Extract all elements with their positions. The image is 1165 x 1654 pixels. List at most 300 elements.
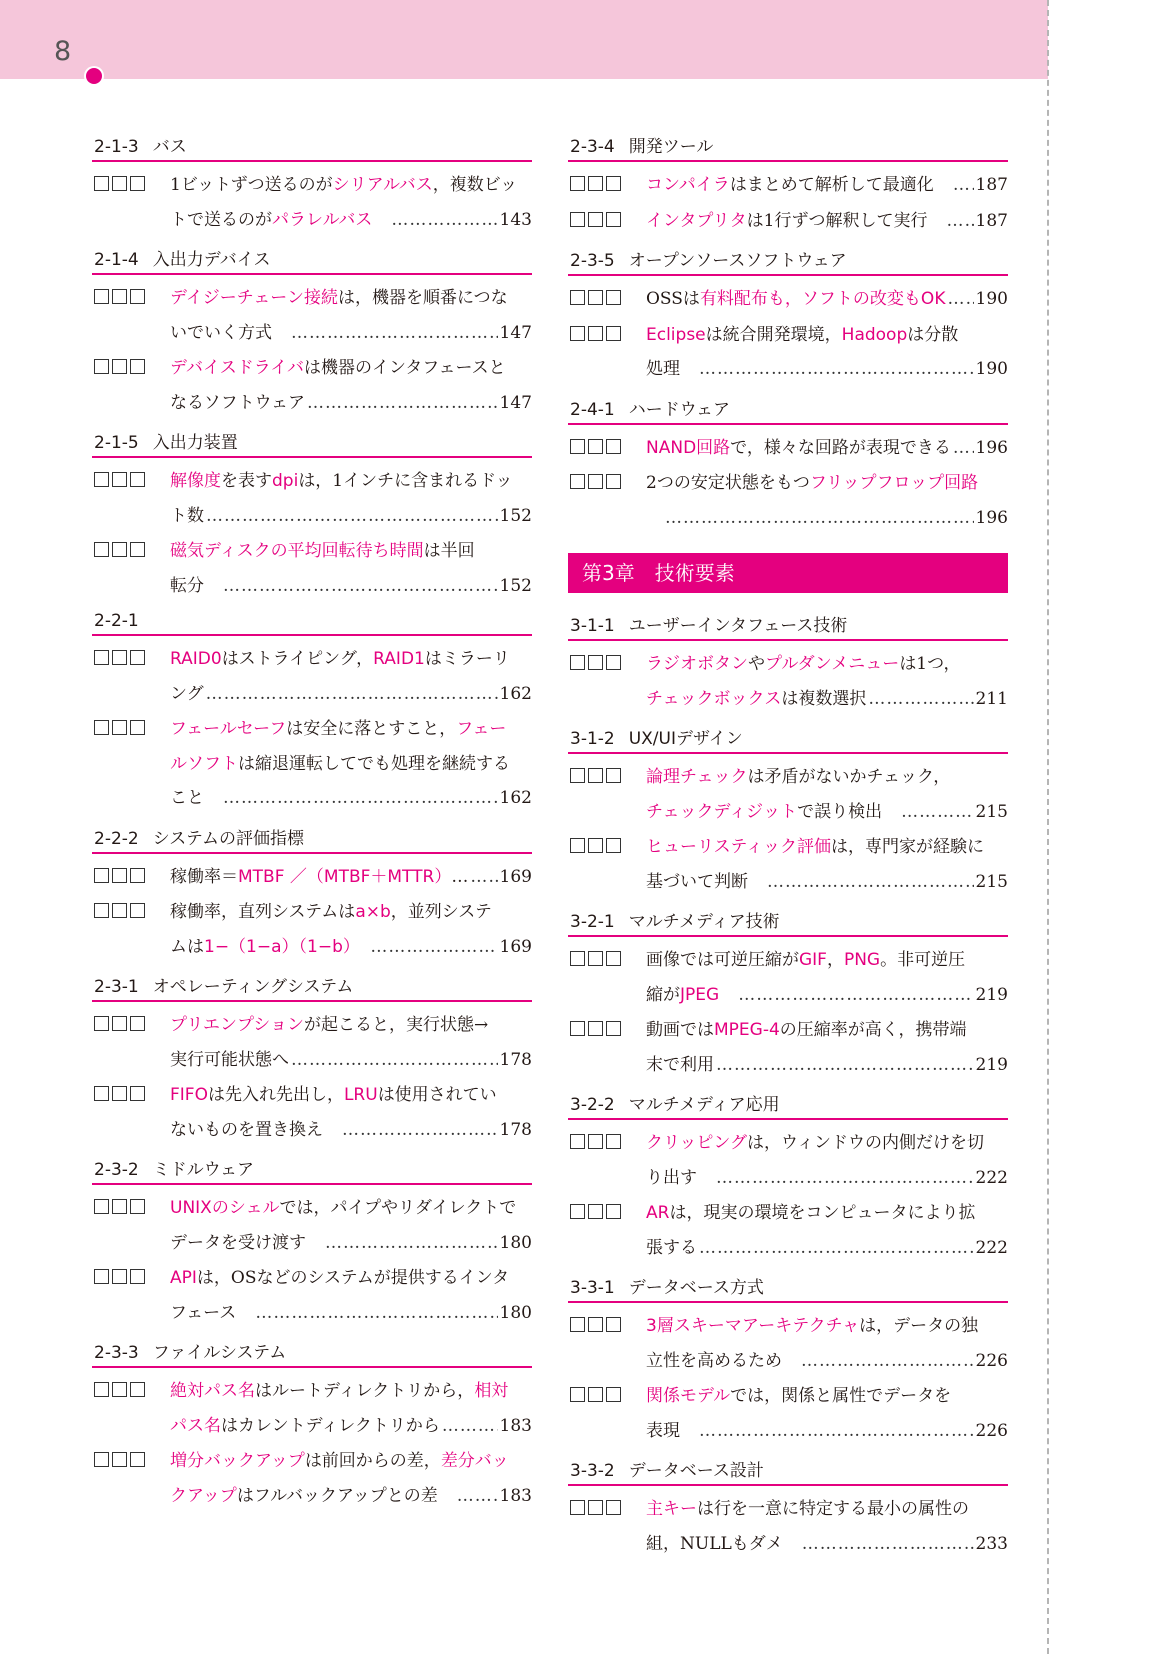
entry-text [170, 1479, 455, 1514]
section-title: ミドルウェア [152, 1160, 255, 1180]
entry-text [646, 830, 984, 865]
entry-text-run: は複数選択 [781, 688, 867, 709]
entry-text-run: はフルバックアップとの差 [236, 1485, 455, 1506]
review-checkbox[interactable] [130, 720, 145, 735]
entry-line [170, 386, 532, 421]
page-ref[interactable]: 178 [499, 1119, 532, 1140]
entry-line [170, 1008, 532, 1043]
entry-text [646, 682, 866, 717]
review-checkbox[interactable] [588, 951, 603, 966]
review-checkbox[interactable] [588, 439, 603, 454]
toc-entry [568, 318, 1008, 387]
review-checkbox[interactable] [606, 326, 621, 341]
page-ref[interactable]: 233 [975, 1533, 1008, 1554]
review-checkbox[interactable] [606, 1317, 621, 1332]
review-checkbox[interactable] [606, 1204, 621, 1219]
review-checkbox[interactable] [588, 1134, 603, 1149]
entry-text-run: は先入れ先出し， [207, 1085, 344, 1105]
page-ref[interactable]: 147 [499, 322, 532, 343]
page-ref[interactable]: 180 [499, 1302, 532, 1323]
entry-line [646, 1048, 1008, 1083]
entry-text-run: で，様々な回路が表現できる [730, 437, 951, 458]
review-checkbox[interactable] [588, 176, 603, 191]
review-checkbox[interactable] [112, 1452, 127, 1467]
review-checkbox[interactable] [94, 868, 109, 883]
review-checkbox[interactable] [130, 176, 145, 191]
cut-line [1047, 0, 1049, 1654]
entry-text [170, 677, 204, 712]
keyword: パス名 [170, 1415, 221, 1436]
dot-leader [953, 431, 974, 466]
page-ref[interactable]: 143 [499, 209, 532, 230]
header-band [0, 0, 1048, 79]
review-checkbox[interactable] [130, 1086, 145, 1101]
entry-line [646, 318, 1008, 353]
review-checkbox[interactable] [570, 1021, 585, 1036]
toc-entry [568, 760, 1008, 829]
entry-text-run: は使用されてい [377, 1085, 497, 1105]
review-checkbox[interactable] [130, 650, 145, 665]
review-checkbox[interactable] [570, 1387, 585, 1402]
entry-line [646, 1379, 1008, 1414]
review-checkbox[interactable] [112, 359, 127, 374]
entry-text-run: フェース [170, 1302, 254, 1323]
entry-text-run: は1つ， [899, 654, 961, 674]
review-checkbox[interactable] [588, 326, 603, 341]
keyword: プリエンプション [170, 1015, 304, 1035]
review-checkbox[interactable] [588, 838, 603, 853]
keyword: RAID0 [170, 649, 222, 669]
entry-line [170, 203, 532, 238]
review-checkbox[interactable] [588, 768, 603, 783]
entry-text [170, 860, 468, 895]
page-ref[interactable]: 183 [499, 1415, 532, 1436]
page-ref[interactable]: 178 [499, 1049, 532, 1070]
entry-text [170, 930, 368, 965]
section-heading [92, 128, 532, 162]
review-checkboxes [94, 650, 145, 665]
page-ref[interactable]: 162 [499, 683, 532, 704]
page-ref[interactable]: 183 [499, 1485, 532, 1506]
review-checkbox[interactable] [570, 212, 585, 227]
review-checkbox[interactable] [606, 838, 621, 853]
review-checkbox[interactable] [112, 720, 127, 735]
review-checkbox[interactable] [588, 1317, 603, 1332]
review-checkboxes [94, 1016, 145, 1031]
dot-leader [699, 1231, 974, 1266]
keyword: NAND回路 [646, 437, 731, 458]
review-checkbox[interactable] [112, 1199, 127, 1214]
toc-entry [92, 895, 532, 964]
review-checkbox[interactable] [606, 290, 621, 305]
review-checkbox[interactable] [606, 1134, 621, 1149]
review-checkbox[interactable] [94, 542, 109, 557]
entry-text-run: 画像では可逆圧縮が [646, 950, 799, 970]
keyword: 解像度 [170, 471, 221, 491]
review-checkboxes [94, 720, 145, 735]
section-code: 3-1-1 [570, 616, 615, 636]
review-checkboxes [570, 290, 621, 305]
toc-entry [92, 1261, 532, 1330]
page-ref[interactable]: 187 [975, 210, 1008, 231]
entry-line [170, 1409, 532, 1444]
keyword: パラレルバス [272, 209, 373, 230]
entry-line [170, 677, 532, 712]
keyword: 1−（1−a）（1−b） [204, 936, 352, 957]
entry-line [646, 431, 1008, 466]
review-checkbox[interactable] [570, 326, 585, 341]
review-checkbox[interactable] [112, 1382, 127, 1397]
toc-section [568, 1452, 1008, 1561]
review-checkbox[interactable] [94, 176, 109, 191]
review-checkbox[interactable] [94, 903, 109, 918]
review-checkbox[interactable] [570, 838, 585, 853]
keyword: dpi [272, 471, 299, 491]
review-checkbox[interactable] [588, 474, 603, 489]
section-heading [568, 1452, 1008, 1486]
entry-text [170, 569, 221, 604]
entry-line [646, 204, 1008, 239]
entry-text-run: は半回 [423, 541, 475, 561]
review-checkboxes [94, 472, 145, 487]
entry-line [170, 499, 532, 534]
keyword: 3層スキーマアーキテクチャ [646, 1316, 860, 1336]
review-checkbox[interactable] [94, 720, 109, 735]
review-checkbox[interactable] [112, 1269, 127, 1284]
entry-text [646, 1379, 951, 1414]
entry-text [170, 168, 517, 203]
entry-text [170, 499, 204, 534]
entry-line [170, 168, 532, 203]
entry-text-run: は矛盾がないかチェック， [747, 767, 951, 787]
toc-entry [568, 830, 1008, 899]
review-checkbox[interactable] [130, 289, 145, 304]
toc-entry [92, 464, 532, 533]
entry-line [170, 1226, 532, 1261]
page-ref[interactable]: 219 [975, 984, 1008, 1005]
keyword: MTBF ／（MTBF＋MTTR） [238, 866, 452, 887]
dot-leader [767, 865, 974, 900]
entry-line [170, 860, 532, 895]
entry-text [646, 431, 951, 466]
entry-text-run: … [451, 866, 469, 887]
entry-text [170, 1078, 497, 1113]
review-checkbox[interactable] [130, 1199, 145, 1214]
section-title: バス [152, 137, 187, 157]
review-checkboxes [570, 176, 621, 191]
review-checkbox[interactable] [130, 903, 145, 918]
page-ref[interactable]: 215 [975, 871, 1008, 892]
review-checkbox[interactable] [570, 1317, 585, 1332]
review-checkboxes [94, 542, 145, 557]
review-checkbox[interactable] [94, 1452, 109, 1467]
keyword: ヒューリスティック評価 [646, 837, 831, 857]
entry-text-run: ト数 [170, 505, 204, 526]
section-title: データベース設計 [628, 1461, 764, 1481]
review-checkbox[interactable] [94, 1382, 109, 1397]
entry-text [170, 203, 389, 238]
review-checkbox[interactable] [606, 212, 621, 227]
entry-text-run: 稼働率，直列システムは [170, 902, 356, 922]
entry-text-run: データを受け渡す [170, 1232, 323, 1253]
dot-leader [307, 386, 498, 421]
entry-text-run: はルートディレクトリから， [255, 1381, 475, 1401]
entry-text [646, 943, 965, 978]
dot-leader [255, 1296, 497, 1331]
review-checkbox[interactable] [130, 472, 145, 487]
keyword: Eclipse [646, 324, 706, 345]
entry-text [170, 351, 506, 386]
review-checkbox[interactable] [606, 951, 621, 966]
section-heading [568, 903, 1008, 937]
entry-line [646, 168, 1008, 203]
entry-text-run: は行を一意に特定する最小の属性の [697, 1499, 969, 1519]
toc-section [92, 968, 532, 1147]
keyword: インタプリタ [646, 210, 747, 231]
review-checkboxes [94, 903, 145, 918]
keyword: LRU [343, 1085, 378, 1105]
toc-entry [568, 1013, 1008, 1082]
entry-line [170, 781, 532, 816]
entry-text-run: り出す [646, 1167, 714, 1188]
entry-line [646, 760, 1008, 795]
review-checkbox[interactable] [606, 1500, 621, 1515]
review-checkbox[interactable] [570, 655, 585, 670]
review-checkbox[interactable] [94, 359, 109, 374]
review-checkbox[interactable] [606, 474, 621, 489]
entry-text [646, 1231, 697, 1266]
right-column [568, 128, 1008, 1565]
entry-line [170, 895, 532, 930]
page-ref[interactable]: 196 [975, 437, 1008, 458]
dot-leader [699, 352, 974, 387]
page-ref[interactable]: 152 [499, 505, 532, 526]
entry-line [170, 1296, 532, 1331]
entry-line [646, 1344, 1008, 1379]
page-ref[interactable]: 222 [975, 1167, 1008, 1188]
toc-entry [568, 1196, 1008, 1265]
review-checkbox[interactable] [588, 212, 603, 227]
section-title: ユーザーインタフェース技術 [628, 616, 848, 636]
section-heading [568, 242, 1008, 276]
entry-text-run: は縮退運転してでも処理を継続する [238, 753, 510, 774]
review-checkbox[interactable] [570, 474, 585, 489]
section-title: ファイルシステム [152, 1343, 287, 1363]
review-checkbox[interactable] [112, 542, 127, 557]
entry-text [170, 895, 492, 930]
review-checkbox[interactable] [570, 439, 585, 454]
entry-text-run: 張する [646, 1237, 697, 1258]
section-code: 2-1-3 [94, 137, 139, 157]
review-checkbox[interactable] [606, 1021, 621, 1036]
review-checkbox[interactable] [130, 1016, 145, 1031]
review-checkbox[interactable] [588, 1500, 603, 1515]
review-checkboxes [94, 1199, 145, 1214]
toc-section [568, 607, 1008, 716]
page-ref[interactable]: 162 [499, 788, 532, 808]
keyword: シリアルバス [332, 175, 433, 195]
review-checkbox[interactable] [570, 768, 585, 783]
entry-text-run: なるソフトウェア [170, 392, 305, 413]
left-column [92, 128, 532, 1517]
toc-entry [92, 1078, 532, 1147]
page-ref[interactable]: 180 [499, 1232, 532, 1253]
review-checkbox[interactable] [570, 176, 585, 191]
section-heading [568, 607, 1008, 641]
page-ref[interactable]: 190 [975, 359, 1008, 379]
review-checkbox[interactable] [130, 542, 145, 557]
page-ref[interactable]: 219 [975, 1054, 1008, 1075]
entry-line [646, 1161, 1008, 1196]
toc-entry [568, 282, 1008, 317]
review-checkbox[interactable] [606, 655, 621, 670]
review-checkbox[interactable] [570, 290, 585, 305]
review-checkbox[interactable] [112, 868, 127, 883]
entry-text [646, 1414, 697, 1449]
entry-text [646, 168, 951, 203]
review-checkboxes [94, 1086, 145, 1101]
entry-text-run: は機器のインタフェースと [303, 358, 506, 378]
review-checkbox[interactable] [606, 176, 621, 191]
entry-text-run: ング [170, 683, 204, 704]
page-ref[interactable]: 169 [499, 936, 532, 957]
entry-line [170, 464, 532, 499]
page-ref[interactable]: 226 [975, 1420, 1008, 1441]
review-checkbox[interactable] [112, 903, 127, 918]
review-checkbox[interactable] [588, 1387, 603, 1402]
toc-entry [92, 534, 532, 603]
entry-text-run: は，OSなどのシステムが提供するインタ [196, 1268, 510, 1288]
entry-text-run: は，現実の環境をコンピュータにより拡 [669, 1203, 976, 1223]
page-ref[interactable]: 169 [499, 866, 532, 887]
dot-leader [953, 168, 974, 203]
dot-leader [325, 1226, 498, 1261]
review-checkbox[interactable] [112, 289, 127, 304]
dot-leader [868, 682, 973, 717]
toc-entry [92, 1444, 532, 1513]
review-checkbox[interactable] [94, 1086, 109, 1101]
entry-text-run: OSSは [646, 289, 700, 309]
page-ref[interactable]: 152 [499, 575, 532, 596]
keyword: 有料配布も，ソフトの改変もOK [699, 289, 946, 309]
review-checkbox[interactable] [606, 439, 621, 454]
entry-line [646, 865, 1008, 900]
page-ref[interactable]: 211 [975, 688, 1008, 709]
page-ref[interactable]: 226 [975, 1350, 1008, 1371]
dot-leader [699, 1414, 974, 1449]
review-checkbox[interactable] [570, 1204, 585, 1219]
toc-section [92, 424, 532, 603]
dot-leader [738, 978, 973, 1013]
entry-text [646, 1126, 984, 1161]
review-checkbox[interactable] [112, 1086, 127, 1101]
entry-line [646, 1196, 1008, 1231]
chapter-number: 第3章 [582, 561, 635, 585]
page-ref[interactable]: 215 [975, 801, 1008, 822]
review-checkbox[interactable] [112, 650, 127, 665]
review-checkbox[interactable] [94, 1016, 109, 1031]
entry-line [170, 930, 532, 965]
review-checkbox[interactable] [606, 768, 621, 783]
review-checkbox[interactable] [588, 1204, 603, 1219]
section-heading [92, 241, 532, 275]
review-checkbox[interactable] [570, 951, 585, 966]
review-checkbox[interactable] [570, 1500, 585, 1515]
page-ref[interactable]: 196 [975, 507, 1008, 528]
entry-text-run: 1ビットずつ送るのが [170, 175, 333, 195]
dot-leader [901, 795, 973, 830]
toc-section [92, 128, 532, 237]
toc-entry [92, 168, 532, 237]
review-checkbox[interactable] [94, 1199, 109, 1214]
toc-section [568, 128, 1008, 238]
review-checkboxes [570, 655, 621, 670]
review-checkbox[interactable] [588, 290, 603, 305]
entry-text-run: ないものを置き換え [170, 1119, 340, 1140]
review-checkbox[interactable] [112, 472, 127, 487]
entry-text [170, 1374, 508, 1409]
entry-line [170, 1374, 532, 1409]
review-checkbox[interactable] [94, 1269, 109, 1284]
page-ref[interactable]: 147 [499, 392, 532, 413]
review-checkbox[interactable] [130, 1269, 145, 1284]
review-checkbox[interactable] [94, 650, 109, 665]
dot-leader [716, 1161, 974, 1196]
review-checkboxes [570, 474, 621, 489]
toc-entry [568, 1492, 1008, 1561]
toc-section [568, 242, 1008, 387]
section-heading [568, 128, 1008, 162]
section-heading [92, 424, 532, 458]
review-checkbox[interactable] [130, 868, 145, 883]
page-ref[interactable]: 187 [975, 175, 1008, 195]
section-title: オープンソースソフトウェア [628, 251, 847, 271]
review-checkbox[interactable] [130, 1452, 145, 1467]
entry-text [646, 1344, 799, 1379]
keyword: RAID1 [373, 649, 425, 669]
review-checkbox[interactable] [94, 289, 109, 304]
review-checkbox[interactable] [94, 472, 109, 487]
keyword: a×b [355, 902, 391, 922]
entry-line [646, 352, 1008, 387]
review-checkboxes [94, 1452, 145, 1467]
review-checkbox[interactable] [112, 176, 127, 191]
review-checkbox[interactable] [588, 1021, 603, 1036]
review-checkbox[interactable] [588, 655, 603, 670]
keyword: 磁気ディスクの平均回転待ち時間 [170, 541, 424, 561]
entry-text-run: はカレントディレクトリから [221, 1415, 440, 1436]
entry-line [646, 943, 1008, 978]
page-ref[interactable]: 222 [975, 1237, 1008, 1258]
entry-text-run: では，関係と属性でデータを [730, 1386, 952, 1406]
entry-line [646, 501, 1008, 536]
review-checkbox[interactable] [112, 1016, 127, 1031]
keyword: ルソフト [170, 753, 238, 774]
entry-line [646, 1527, 1008, 1562]
entry-text [170, 1113, 340, 1148]
entry-text-run: は，ウィンドウの内側だけを切 [746, 1133, 984, 1153]
review-checkbox[interactable] [130, 1382, 145, 1397]
page-ref[interactable]: 190 [975, 289, 1008, 309]
dot-leader [716, 1048, 974, 1083]
review-checkbox[interactable] [570, 1134, 585, 1149]
review-checkboxes [570, 768, 621, 783]
entry-text [170, 1191, 516, 1226]
review-checkboxes [570, 439, 621, 454]
entry-text-run: 組，NULLもダメ [646, 1533, 800, 1554]
review-checkbox[interactable] [130, 359, 145, 374]
review-checkbox[interactable] [606, 1387, 621, 1402]
